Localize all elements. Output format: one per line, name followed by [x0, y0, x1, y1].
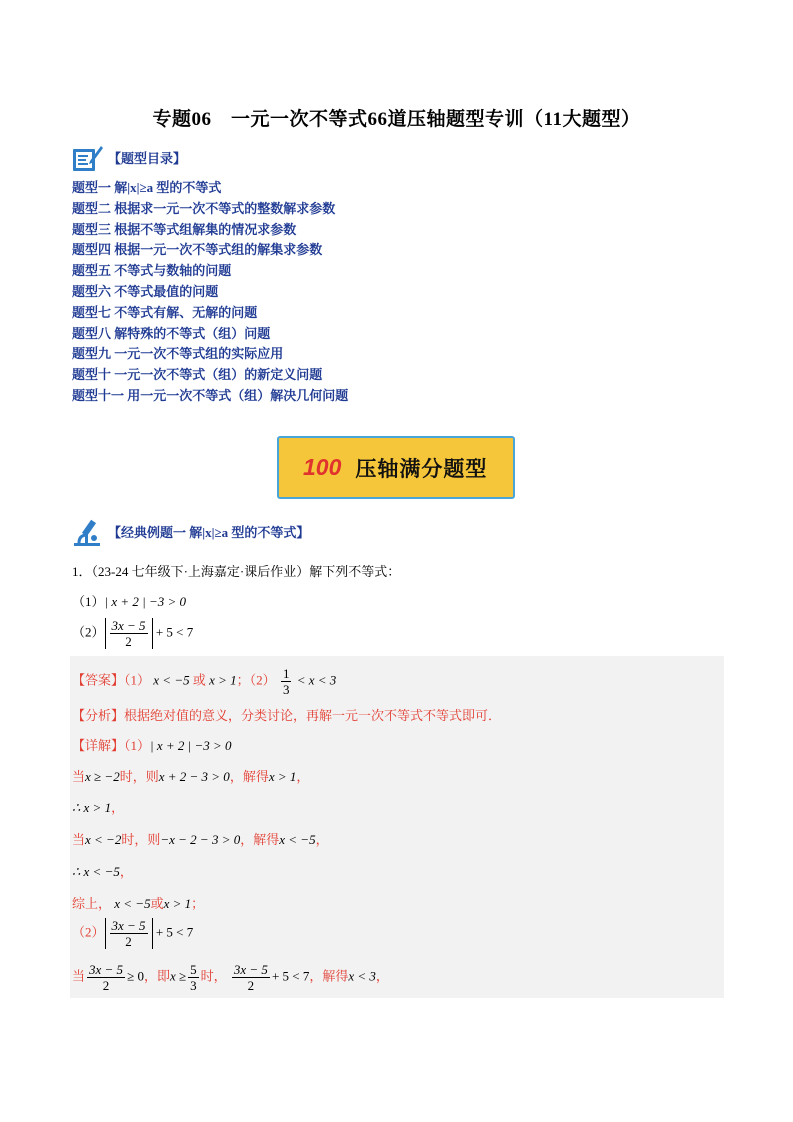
part-label: （2） — [72, 624, 105, 640]
fraction — [281, 666, 292, 697]
part-label: （1） — [124, 672, 151, 688]
toc-item: 题型一 解|x|≥a 型的不等式 — [72, 180, 222, 195]
step-text: ； — [191, 896, 205, 911]
toc-item: 题型八 解特殊的不等式（组）问题 — [72, 325, 271, 341]
math-expression: −x − 2 − 3 > 0 — [160, 832, 241, 847]
question-part-2 — [72, 618, 193, 649]
step-text: ， — [375, 968, 389, 984]
banner-label: 压轴满分题型 — [355, 456, 488, 481]
math-expression: x > 1 — [163, 896, 192, 911]
math-expression: x < −5 — [279, 832, 316, 847]
denominator: 2 — [125, 934, 132, 949]
step-text: 或 — [150, 896, 164, 911]
hundred-points-icon: 100 — [303, 454, 342, 480]
section-banner — [277, 436, 515, 499]
toc-item: 题型三 根据不等式组解集的情况求参数 — [72, 221, 297, 237]
toc-item: 题型二 根据求一元一次不等式的整数解求参数 — [72, 200, 336, 216]
part-label: （2） — [72, 924, 105, 940]
math-expression: < x < 3 — [296, 672, 337, 688]
numerator: 1 — [282, 666, 290, 681]
fraction — [110, 618, 148, 649]
step-text: 当 — [72, 968, 86, 984]
step-text: 综上， — [72, 896, 112, 911]
math-expression: x ≥ −2 — [85, 769, 120, 784]
numerator: 3x − 5 — [111, 918, 146, 933]
math-expression: x ≥ — [169, 968, 187, 984]
numerator: 3x − 5 — [233, 962, 268, 977]
step-text: ， — [119, 864, 133, 879]
toc-item: 题型七 不等式有解、无解的问题 — [72, 304, 258, 320]
toc-item: 题型十 一元一次不等式（组）的新定义问题 — [72, 367, 323, 383]
step-text: 时，则 — [119, 769, 159, 784]
math-expression: x < −2 — [85, 832, 122, 847]
detail-line — [72, 735, 232, 754]
denominator: 2 — [102, 978, 110, 993]
math-expression: x < −5 — [153, 672, 190, 688]
step-text: ，解得 — [240, 832, 280, 847]
question-part-1 — [72, 591, 186, 610]
step-text: 时， — [200, 968, 227, 984]
numerator: 3x − 5 — [111, 618, 146, 633]
toc-item: 题型五 不等式与数轴的问题 — [72, 263, 232, 279]
fraction — [232, 962, 270, 993]
denominator: 3 — [190, 978, 197, 993]
math-expression: + 5 < 7 — [271, 968, 310, 984]
absolute-value — [105, 918, 153, 949]
case-3-line — [72, 962, 389, 993]
math-expression: ∴ x > 1 — [72, 800, 112, 815]
notepad-pen-icon — [72, 143, 104, 178]
toc-heading — [72, 145, 186, 175]
answer-tag: 【答案】 — [72, 672, 125, 688]
step-text: 时，则 — [121, 832, 161, 847]
case-2-line — [72, 829, 329, 848]
part-label: （1） — [72, 594, 105, 609]
numerator: 5 — [190, 962, 197, 977]
toc-item: 题型四 根据一元一次不等式组的解集求参数 — [72, 242, 323, 258]
toc-list — [72, 178, 348, 407]
math-expression: + 5 < 7 — [155, 624, 194, 640]
detail-tag: 【详解】 — [72, 738, 125, 753]
therefore-1-line — [72, 797, 124, 816]
math-expression: ∴ x < −5 — [72, 864, 120, 879]
math-expression: x < −5 — [114, 896, 151, 911]
step-text: ， — [296, 769, 310, 784]
fraction — [87, 962, 125, 993]
absolute-value — [105, 618, 153, 649]
fraction — [110, 918, 148, 949]
microscope-icon — [72, 516, 104, 553]
denominator: 2 — [125, 634, 132, 649]
math-expression: ≥ 0 — [127, 968, 144, 984]
part-2-line — [72, 918, 193, 949]
math-expression: + 5 < 7 — [155, 924, 194, 940]
math-expression: | x + 2 | −3 > 0 — [150, 738, 232, 753]
math-expression: x < 3 — [348, 968, 376, 984]
therefore-2-line — [72, 861, 133, 880]
step-text: 当 — [72, 832, 86, 847]
example-heading — [72, 518, 309, 550]
fraction — [188, 962, 199, 993]
step-text: ， — [315, 832, 329, 847]
page-title: 专题06 一元一次不等式66道压轴题型专训（11大题型） — [152, 109, 641, 130]
toc-item: 题型十一 用一元一次不等式（组）解决几何问题 — [72, 387, 349, 403]
analysis-text: 根据绝对值的意义，分类讨论，再解一元一次不等式不等式即可． — [124, 708, 502, 723]
denominator: 3 — [282, 682, 290, 697]
toc-item: 题型九 一元一次不等式组的实际应用 — [72, 346, 284, 362]
step-text: ，即 — [143, 968, 170, 984]
question-text: 1．（23-24 七年级下·上海嘉定·课后作业）解下列不等式： — [72, 564, 401, 579]
numerator: 3x − 5 — [89, 962, 124, 977]
analysis-line — [72, 705, 501, 724]
step-text: 当 — [72, 769, 86, 784]
toc-heading-label: 【题型目录】 — [108, 150, 187, 166]
math-expression: x > 1 — [268, 769, 297, 784]
step-text: ，解得 — [309, 968, 349, 984]
toc-item: 题型六 不等式最值的问题 — [72, 283, 219, 299]
case-1-line — [72, 766, 309, 785]
part-label: （1） — [124, 738, 151, 753]
step-text: ，解得 — [229, 769, 269, 784]
summary-line — [72, 893, 204, 912]
step-text: ， — [111, 800, 125, 815]
denominator: 2 — [247, 978, 255, 993]
part-label: ；（2） — [236, 672, 276, 688]
math-expression: x + 2 − 3 > 0 — [158, 769, 230, 784]
connector-text: 或 — [192, 672, 206, 688]
math-expression: | x + 2 | −3 > 0 — [104, 594, 187, 609]
example-heading-label: 【经典例题一 解|x|≥a 型的不等式】 — [108, 524, 310, 540]
math-expression: x > 1 — [209, 672, 237, 688]
analysis-tag: 【分析】 — [72, 708, 125, 723]
answer-line — [72, 666, 336, 697]
